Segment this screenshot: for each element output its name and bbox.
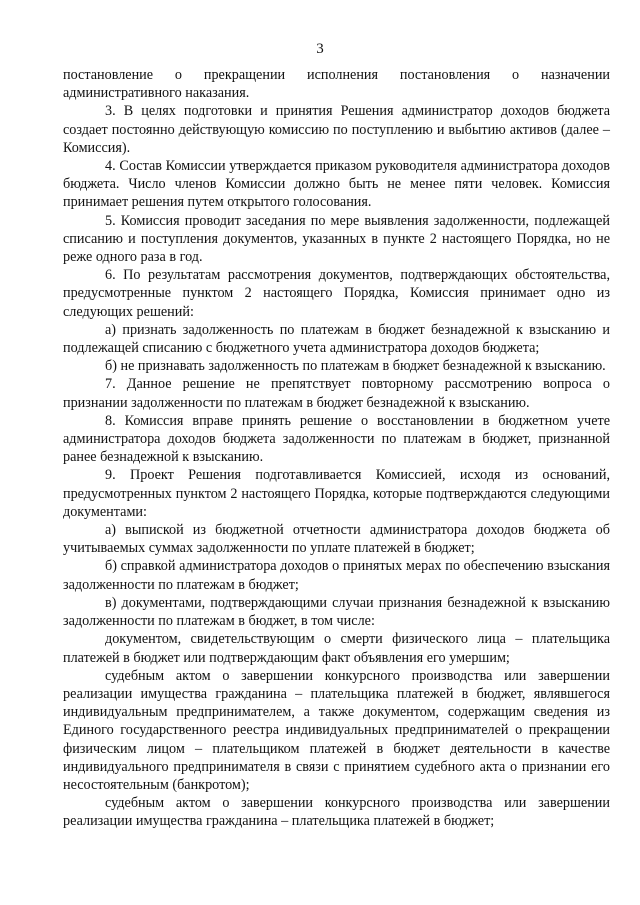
paragraph: документом, свидетельствующим о смерти физического лица – плательщика платежей в бюджет или подтверждающим факт объявления его умершим;	[63, 631, 610, 666]
paragraph: постановление о прекращении исполнения постановления о назначении административного наказания.	[63, 67, 610, 102]
page-number: 3	[316, 41, 324, 57]
paragraph: 4. Состав Комиссии утверждается приказом руководителя администратора доходов бюджета. Число членов Комиссии должно быть не менее пяти человек. Комиссия принимает решения путем открытого голосования.	[63, 158, 610, 211]
paragraph: б) не признавать задолженность по платежам в бюджет безнадежной к взысканию.	[105, 358, 606, 375]
document-body	[63, 66, 610, 831]
paragraph: б) справкой администратора доходов о принятых мерах по обеспечению взыскания задолженности по платежам в бюджет;	[63, 558, 610, 593]
paragraph: а) признать задолженность по платежам в бюджет безнадежной к взысканию и подлежащей списанию с бюджетного учета администратора доходов бюджета;	[63, 321, 610, 357]
paragraph: 6. По результатам рассмотрения документов, подтверждающих обстоятельства, предусмотренные пунктом 2 настоящего Порядка, Комиссия принимает одно из следующих решений:	[63, 267, 610, 320]
paragraph: 5. Комиссия проводит заседания по мере выявления задолженности, подлежащей списанию и поступления документов, указанных в пункте 2 настоящего Порядка, но не реже одного раза в год.	[63, 212, 610, 266]
paragraph: 7. Данное решение не препятствует повторному рассмотрению вопроса о признании задолженности по платежам в бюджет безнадежной к взысканию.	[63, 376, 610, 411]
paragraph: судебным актом о завершении конкурсного производства или завершении реализации имущества гражданина – плательщика платежей в бюджет;	[63, 795, 610, 830]
paragraph: в) документами, подтверждающими случаи признания безнадежной к взысканию задолженности по платежам в бюджет, в том числе:	[63, 594, 610, 630]
paragraph: 3. В целях подготовки и принятия Решения администратор доходов бюджета создает постоянно действующую комиссию по поступлению и выбытию активов (далее – Комиссия).	[63, 103, 610, 156]
paragraph: 8. Комиссия вправе принять решение о восстановлении в бюджетном учете администратора доходов бюджета задолженности по платежам в бюджет, признанной ранее безнадежной к взысканию.	[63, 412, 610, 466]
paragraph: 9. Проект Решения подготавливается Комиссией, исходя из оснований, предусмотренных пунктом 2 настоящего Порядка, которые подтверждаются следующими документами:	[63, 467, 610, 520]
paragraph: а) выпиской из бюджетной отчетности администратора доходов бюджета об учитываемых суммах задолженности по уплате платежей в бюджет;	[63, 522, 610, 557]
paragraph: судебным актом о завершении конкурсного производства или завершении реализации имущества гражданина – плательщика платежей в бюджет, являвшегося индивидуальным предпринимателем, а также документом, содержащим сведения из Единого государственного реестра индивидуальных предпринимателей о прекращении физическим лицом – плательщиком платежей в бюджет деятельности в качестве индивидуального предпринимателя в связи с принятием судебного акта о признании его несостоятельным (банкротом);	[63, 667, 610, 793]
